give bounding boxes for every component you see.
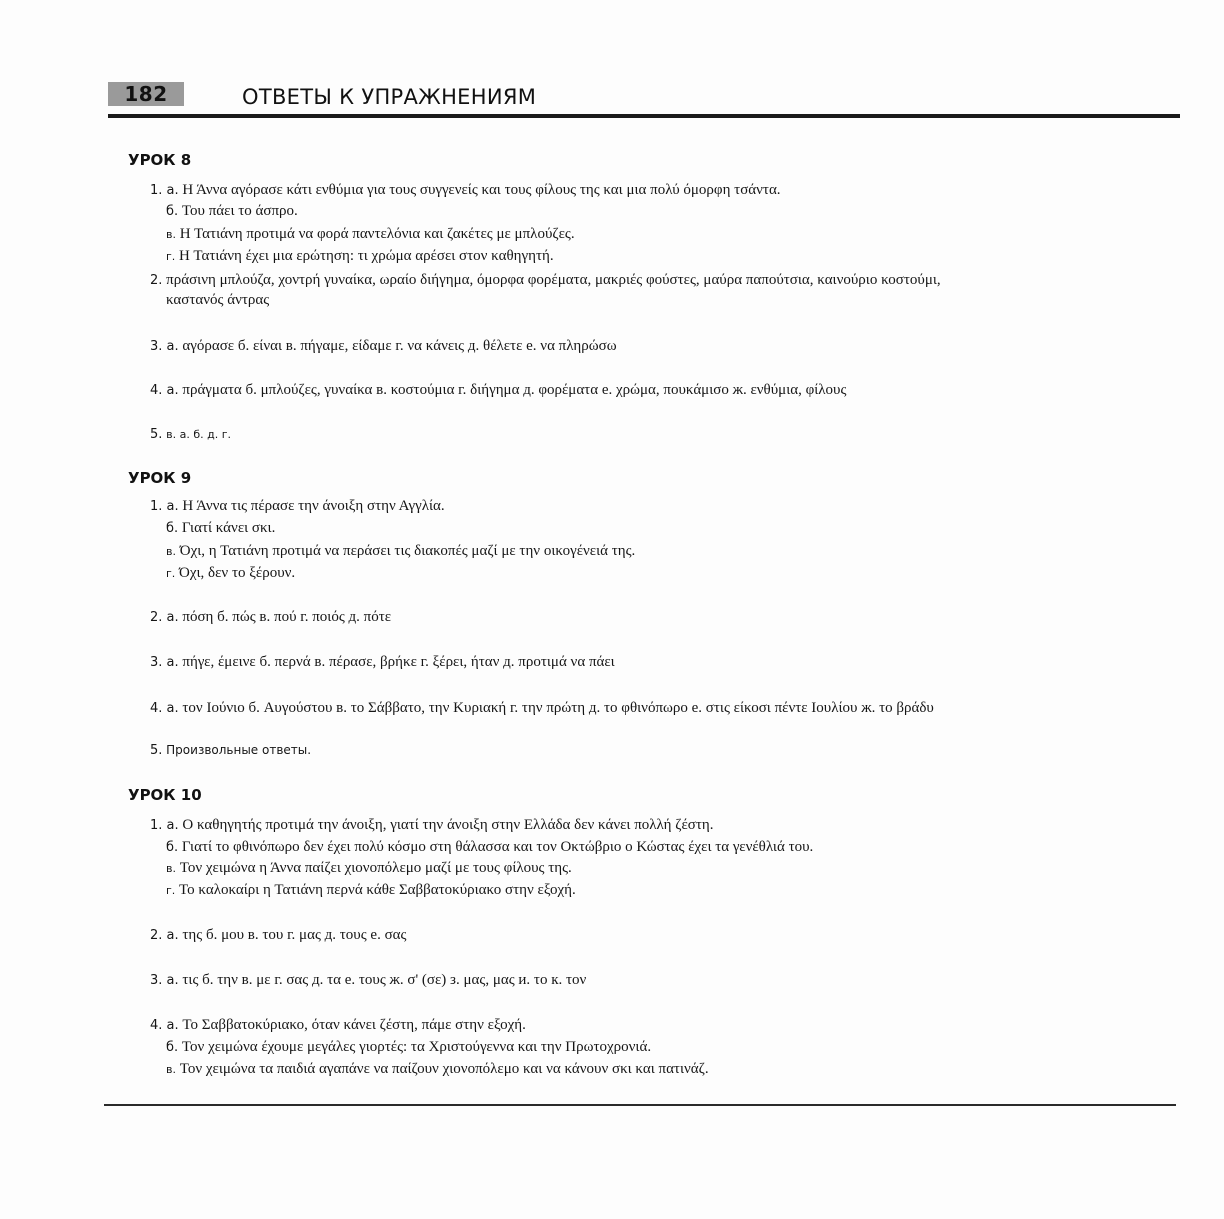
answer-text: Τον χειμώνα η Άννα παίζει χιονοπόλεμο μαζί με τους φίλους της. <box>179 860 572 876</box>
answer-line <box>150 815 714 836</box>
answer-line <box>150 180 781 201</box>
answer-line <box>150 698 934 719</box>
answer-line <box>150 270 941 291</box>
answer-text: Του πάει το άσπρο. <box>181 203 298 219</box>
answer-label: 4. а. <box>150 383 179 398</box>
answer-label: 1. а. <box>150 183 179 198</box>
answer-line <box>166 246 554 267</box>
answer-line <box>150 925 406 946</box>
answer-label: 5. <box>150 743 163 758</box>
answer-text: Η Τατιάνη έχει μια ερώτηση: τι χρώμα αρέσει στον καθηγητή. <box>179 248 554 264</box>
answer-label: 4. а. <box>150 1018 179 1033</box>
answer-text: της б. μου в. του г. μας д. τους е. σας <box>182 927 407 943</box>
lesson-8-title: УРОК 8 <box>128 151 192 169</box>
answer-line <box>166 880 576 901</box>
answer-text: Το Σαββατοκύριακο, όταν κάνει ζέστη, πάμε στην εξοχή. <box>182 1017 526 1033</box>
answer-text: Ο καθηγητής προτιμά την άνοιξη, γιατί την άνοιξη στην Ελλάδα δεν κάνει πολλή ζέστη. <box>182 817 714 833</box>
answer-text: Η Άννα τις πέρασε την άνοιξη στην Αγγλία. <box>182 498 445 514</box>
answer-label: б. <box>166 204 179 219</box>
answer-line <box>166 1059 709 1080</box>
answer-label: в. <box>166 862 176 875</box>
answer-label: г. <box>166 884 176 897</box>
answer-label: б. <box>166 840 179 855</box>
answer-line <box>166 1037 651 1058</box>
answer-label: б. <box>166 521 179 536</box>
answer-text: Όχι, η Τατιάνη προτιμά να περάσει τις διακοπές μαζί με την οικογένειά της. <box>179 543 636 559</box>
answer-line <box>166 224 575 245</box>
answer-text: Η Τατιάνη προτιμά να φορά παντελόνια και ζακέτες με μπλούζες. <box>179 226 575 242</box>
answer-label: 3. а. <box>150 339 179 354</box>
answer-text: в. а. б. д. г. <box>166 428 232 441</box>
answer-text: Το καλοκαίρι η Τατιάνη περνά κάθε Σαββατοκύριακο στην εξοχή. <box>179 882 576 898</box>
answer-label: 2. а. <box>150 610 179 625</box>
answer-label: 4. а. <box>150 701 179 716</box>
answer-label: 5. <box>150 427 163 442</box>
lesson-10-title: УРОК 10 <box>128 786 202 804</box>
answer-label: 2. <box>150 273 163 288</box>
answer-label: г. <box>166 250 176 263</box>
answer-text: Γιατί κάνει σκι. <box>181 520 276 536</box>
answer-label: 2. а. <box>150 928 179 943</box>
answer-text: πήγε, έμεινε б. περνά в. πέρασε, βρήκε г. ξέρει, ήταν д. προτιμά να πάει <box>182 654 615 670</box>
answer-text: πράσινη μπλούζα, χοντρή γυναίκα, ωραίο διήγημα, όμορφα φορέματα, μακριές φούστες, μαύρα παπούτσια, καινούριο κοστούμι, <box>166 272 941 288</box>
answer-line <box>150 424 231 445</box>
answer-line <box>166 837 813 858</box>
lesson-9-title: УРОК 9 <box>128 469 192 487</box>
answer-line <box>150 380 846 401</box>
answer-label: 3. а. <box>150 655 179 670</box>
answer-line <box>150 496 445 517</box>
answer-line <box>150 740 311 761</box>
page-number: 182 <box>108 82 184 106</box>
answer-line <box>150 970 586 991</box>
answer-text: πόση б. πώς в. πού г. ποιός д. πότε <box>182 609 392 625</box>
page-title: ОТВЕТЫ К УПРАЖНЕНИЯМ <box>242 85 537 109</box>
footer-rule <box>104 1104 1176 1106</box>
answer-line <box>166 858 572 879</box>
answer-line <box>150 336 617 357</box>
answer-text: Τον χειμώνα έχουμε μεγάλες γιορτές: τα Χριστούγεννα και την Πρωτοχρονιά. <box>181 1039 652 1055</box>
answer-label: г. <box>166 567 176 580</box>
answer-label: в. <box>166 228 176 241</box>
answer-text: τον Ιούνιο б. Αυγούστου в. το Σάββατο, την Κυριακή г. την πρώτη д. το φθινόπωρο е. στις είκοσι πέντε Ιουλίου ж. το βράδυ <box>182 700 934 716</box>
answer-text: Γιατί το φθινόπωρο δεν έχει πολύ κόσμο στη θάλασσα και τον Οκτώβριο ο Κώστας έχει τα γενέθλιά του. <box>181 839 814 855</box>
answer-label: б. <box>166 1040 179 1055</box>
answer-text: αγόρασε б. είναι в. πήγαμε, είδαμε г. να κάνεις д. θέλετε е. να πληρώσω <box>182 338 617 354</box>
answer-label: в. <box>166 545 176 558</box>
answer-label: 1. а. <box>150 499 179 514</box>
answer-text: Произвольные ответы. <box>166 743 312 757</box>
answer-line-continued <box>166 290 269 310</box>
answer-label: 1. а. <box>150 818 179 833</box>
page-header <box>108 78 1180 122</box>
answer-text: Η Άννα αγόρασε κάτι ενθύμια για τους συγγενείς και τους φίλους της και μια πολύ όμορφη τσάντα. <box>182 182 781 198</box>
answer-label: 3. а. <box>150 973 179 988</box>
answer-text: πράγματα б. μπλούζες, γυναίκα в. κοστούμια г. διήγημα д. φορέματα е. χρώμα, πουκάμισο ж. ενθύμια, φίλους <box>182 382 847 398</box>
answer-line <box>166 541 635 562</box>
answer-line <box>150 652 615 673</box>
answer-line <box>150 1015 526 1036</box>
answer-text: Τον χειμώνα τα παιδιά αγαπάνε να παίζουν χιονοπόλεμο και να κάνουν σκι και πατινάζ. <box>179 1061 709 1077</box>
answer-line <box>166 201 298 222</box>
answer-text: καστανός άντρας <box>166 292 270 308</box>
answer-line <box>166 563 295 584</box>
answer-label: в. <box>166 1063 176 1076</box>
answer-text: τις б. την в. με г. σας д. τα е. τους ж. σ' (σε) з. μας, μας и. το к. τον <box>182 972 587 988</box>
header-rule <box>108 114 1180 118</box>
answer-line <box>166 518 275 539</box>
answer-text: Όχι, δεν το ξέρουν. <box>179 565 296 581</box>
answer-line <box>150 607 391 628</box>
